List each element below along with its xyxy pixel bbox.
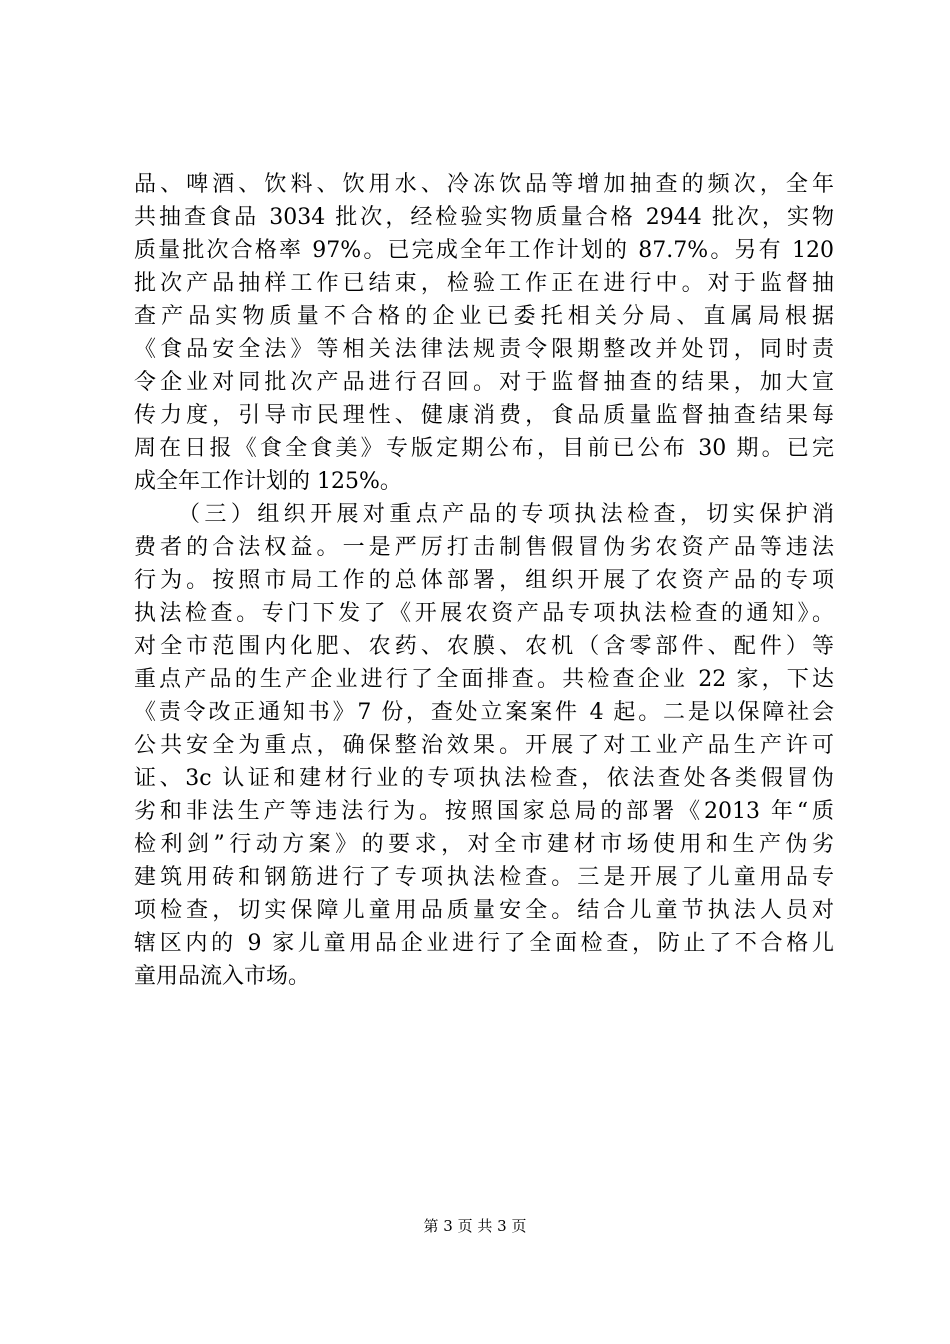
text-line: 对全市范围内化肥、农药、农膜、农机（含零部件、配件）等: [134, 634, 834, 659]
text-line: 费者的合法权益。一是严厉打击制售假冒伪劣农资产品等违法: [134, 535, 834, 560]
text-line: 品、啤酒、饮料、饮用水、冷冻饮品等增加抽查的频次，全年: [134, 172, 834, 197]
text-line: 劣和非法生产等违法行为。按照国家总局的部署《2013 年“质: [134, 799, 834, 824]
text-line: 重点产品的生产企业进行了全面排查。共检查企业 22 家，下达: [134, 667, 834, 692]
document-body: [134, 168, 834, 993]
paragraph-food-inspection: [134, 168, 834, 498]
text-line: （三）组织开展对重点产品的专项执法检查，切实保护消: [178, 502, 834, 527]
text-line: 质量批次合格率 97%。已完成全年工作计划的 87.7%。另有 120: [134, 238, 834, 263]
text-line: 公共安全为重点，确保整治效果。开展了对工业产品生产许可: [134, 733, 834, 758]
text-line: 建筑用砖和钢筋进行了专项执法检查。三是开展了儿童用品专: [134, 865, 834, 890]
text-line: 行为。按照市局工作的总体部署，组织开展了农资产品的专项: [134, 568, 834, 593]
text-line: 令企业对同批次产品进行召回。对于监督抽查的结果，加大宣: [134, 370, 834, 395]
text-line: 成全年工作计划的 125%。: [134, 469, 402, 494]
text-line: 传力度，引导市民理性、健康消费，食品质量监督抽查结果每: [134, 403, 834, 428]
text-line: 辖区内的 9 家儿童用品企业进行了全面检查，防止了不合格儿: [134, 931, 834, 956]
text-line: 项检查，切实保障儿童用品质量安全。结合儿童节执法人员对: [134, 898, 834, 923]
text-line: 《食品安全法》等相关法律法规责令限期整改并处罚，同时责: [134, 337, 834, 362]
text-line: 周在日报《食全食美》专版定期公布，目前已公布 30 期。已完: [134, 436, 834, 461]
paragraph-special-enforcement: [134, 498, 834, 993]
text-line: 执法检查。专门下发了《开展农资产品专项执法检查的通知》。: [134, 601, 834, 626]
text-line: 检利剑”行动方案》的要求，对全市建材市场使用和生产伪劣: [134, 832, 834, 857]
text-line: 批次产品抽样工作已结束，检验工作正在进行中。对于监督抽: [134, 271, 834, 296]
page-number: 第 3 页 共 3 页: [423, 1217, 527, 1235]
text-line: 查产品实物质量不合格的企业已委托相关分局、直属局根据: [134, 304, 834, 329]
text-line: 共抽查食品 3034 批次，经检验实物质量合格 2944 批次，实物: [134, 205, 834, 230]
text-line: 《责令改正通知书》7 份，查处立案案件 4 起。二是以保障社会: [134, 700, 834, 725]
text-line: 证、3c 认证和建材行业的专项执法检查，依法查处各类假冒伪: [134, 766, 834, 791]
page-footer: [0, 1216, 950, 1236]
text-line: 童用品流入市场。: [134, 964, 311, 989]
